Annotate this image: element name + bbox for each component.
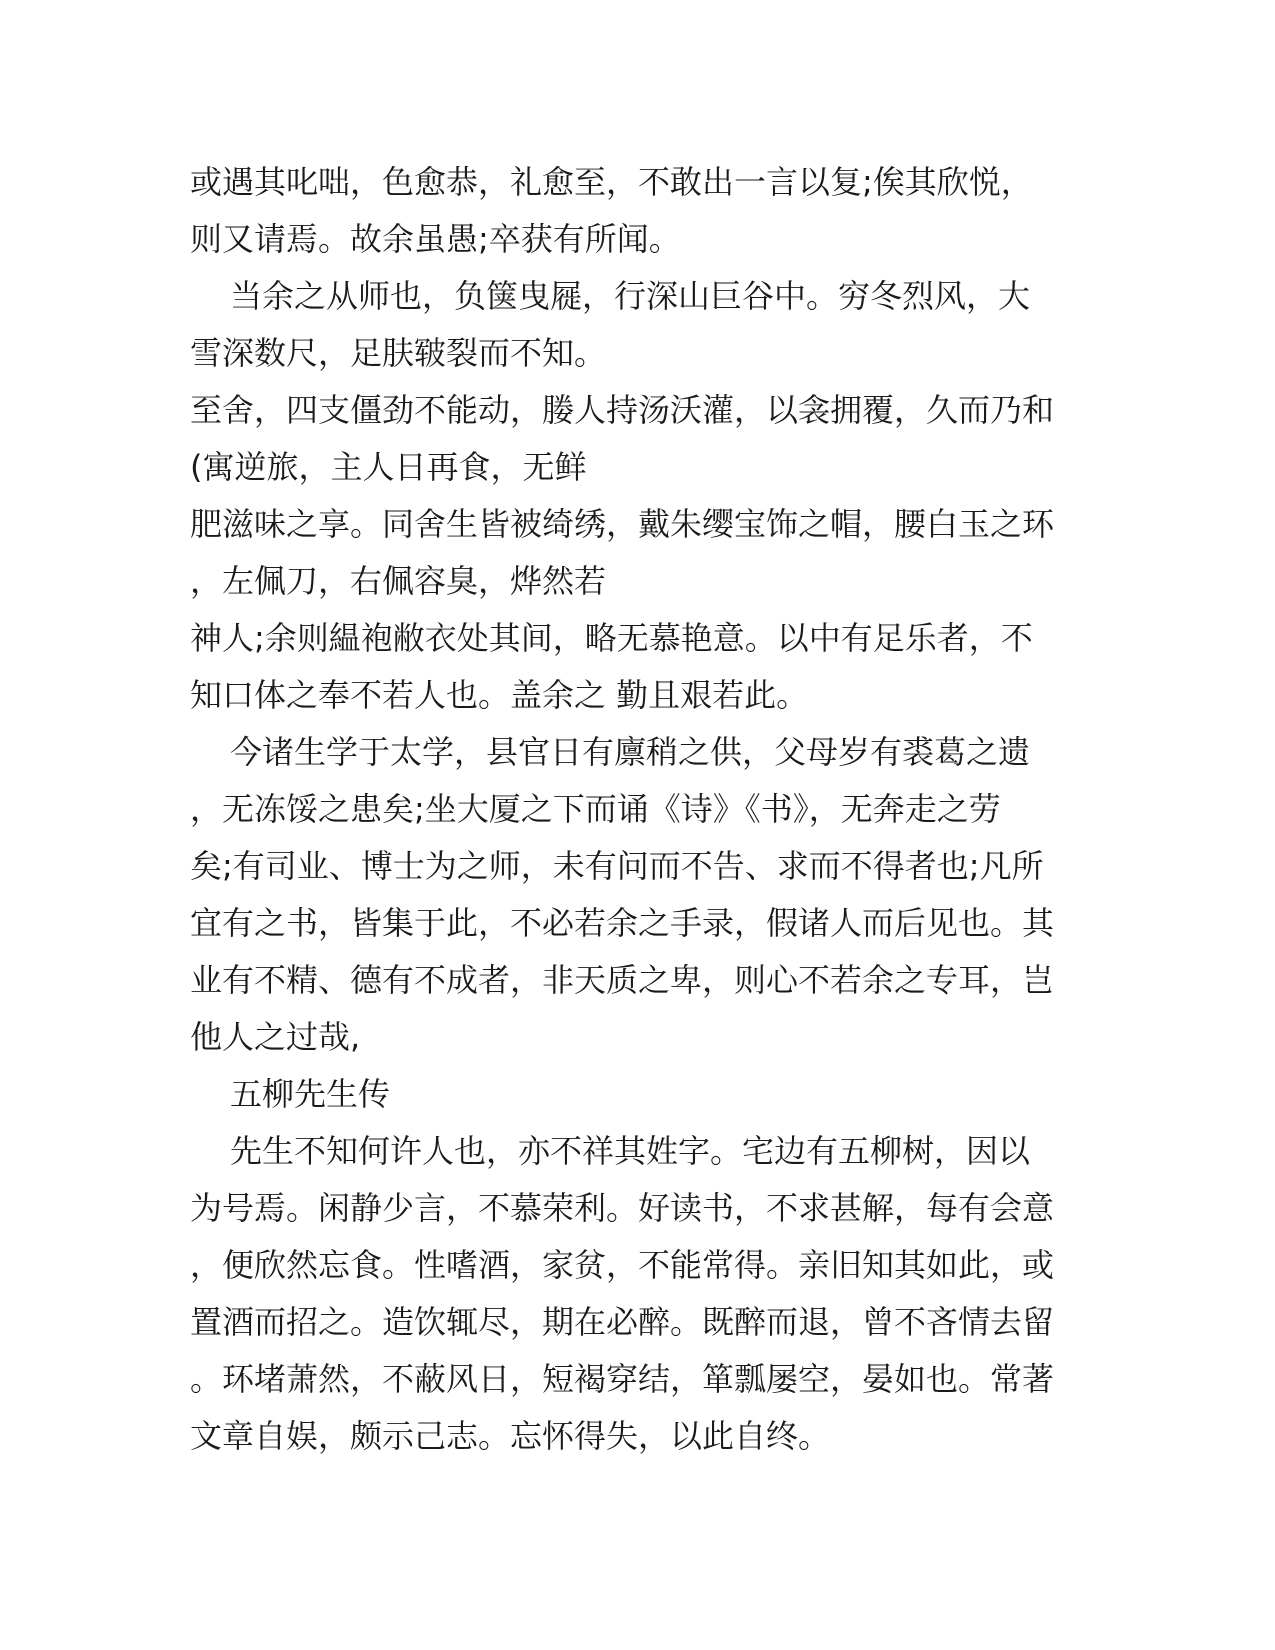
text-line: (寓逆旅，主人日再食，无鲜 (190, 448, 587, 486)
text-line: 他人之过哉, (190, 1018, 361, 1056)
text-line: 或遇其叱咄，色愈恭，礼愈至，不敢出一言以复;俟其欣悦， (190, 163, 1033, 201)
text-line: 先生不知何许人也，亦不祥其姓字。宅边有五柳树，因以 (230, 1132, 1031, 1170)
text-line: 置酒而招之。造饮辄尽，期在必醉。既醉而退，曾不吝情去留 (190, 1303, 1055, 1341)
text-line: 肥滋味之享。同舍生皆被绮绣，戴朱缨宝饰之帽，腰白玉之环 (190, 505, 1055, 543)
text-line: 今诸生学于太学，县官日有廪稍之供，父母岁有裘葛之遗 (230, 733, 1031, 771)
section-heading: 五柳先生传 (230, 1075, 391, 1113)
text-line: 宜有之书，皆集于此，不必若余之手录，假诸人而后见也。其 (190, 904, 1055, 942)
text-line: 业有不精、德有不成者，非天质之卑，则心不若余之专耳，岂 (190, 961, 1055, 999)
text-line: ，左佩刀，右佩容臭，烨然若 (190, 562, 607, 600)
body-text (190, 154, 1090, 1465)
text-line: 为号焉。闲静少言，不慕荣利。好读书，不求甚解，每有会意 (190, 1189, 1055, 1227)
text-line: 神人;余则緼袍敝衣处其间，略无慕艳意。以中有足乐者，不 (190, 619, 1033, 657)
text-line: 当余之从师也，负箧曳屣，行深山巨谷中。穷冬烈风，大 (230, 277, 1031, 315)
text-line: 知口体之奉不若人也。盖余之 勤且艰若此。 (190, 676, 809, 714)
text-line: ，便欣然忘食。性嗜酒，家贫，不能常得。亲旧知其如此，或 (190, 1246, 1055, 1284)
text-line: 文章自娱，颇示己志。忘怀得失，以此自终。 (190, 1417, 831, 1455)
text-line: 。环堵萧然，不蔽风日，短褐穿结，箪瓢屡空，晏如也。常著 (190, 1360, 1055, 1398)
text-line: ，无冻馁之患矣;坐大厦之下而诵《诗》《书》，无奔走之劳 (190, 790, 1001, 828)
text-line: 雪深数尺，足肤皲裂而不知。 (190, 334, 607, 372)
text-line: 则又请焉。故余虽愚;卒获有所闻。 (190, 220, 681, 258)
text-line: 矣;有司业、博士为之师，未有问而不告、求而不得者也;凡所 (190, 847, 1044, 885)
text-line: 至舍，四支僵劲不能动，媵人持汤沃灌，以衾拥覆，久而乃和 (190, 391, 1055, 429)
